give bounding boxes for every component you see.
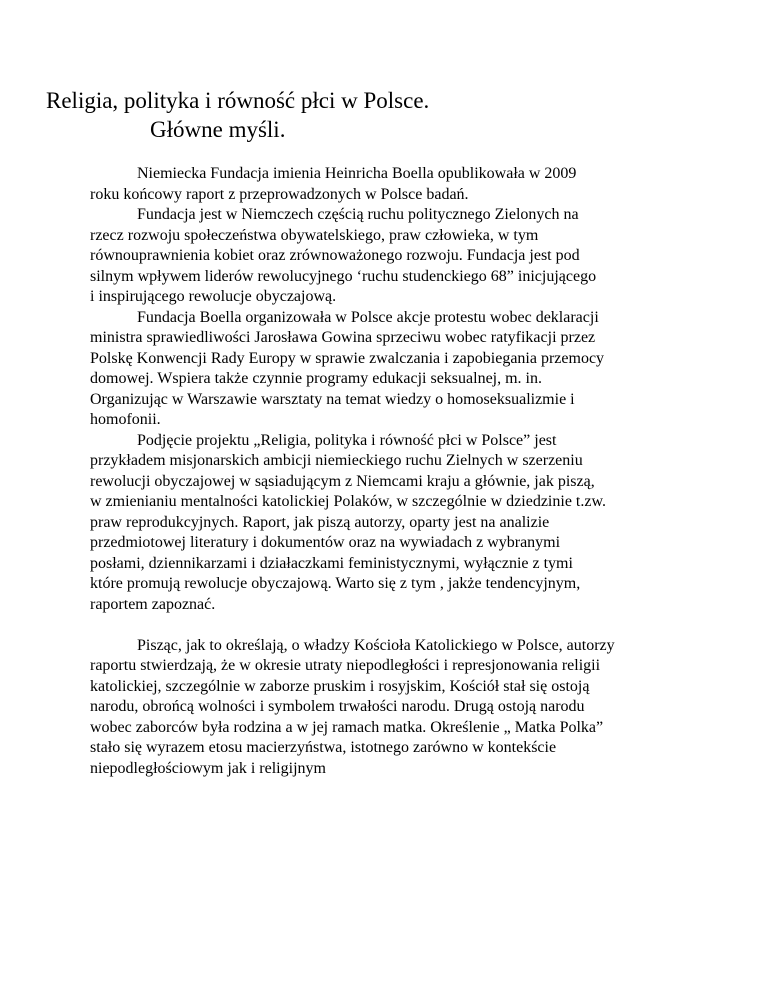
text-line: przedmiotowej literatury i dokumentów oraz na wywiadach z wybranymi (90, 534, 561, 551)
text-line: domowej. Wspiera także czynnie programy edukacji seksualnej, m. in. (90, 370, 542, 387)
text-line: i inspirującego rewolucje obyczajową. (90, 288, 337, 305)
document-title: Religia, polityka i równość płci w Polsce. (46, 88, 430, 113)
text-line: narodu, obrońcą wolności i symbolem trwałości narodu. Drugą ostoją narodu (90, 698, 585, 715)
text-line: Niemiecka Fundacja imienia Heinricha Boella opublikowała w 2009 (137, 165, 577, 182)
text-line: przykładem misjonarskich ambicji niemieckiego ruchu Zielnych w szerzeniu (90, 452, 583, 469)
text-line: Pisząc, jak to określają, o władzy Kościoła Katolickiego w Polsce, autorzy (137, 636, 615, 654)
text-line: równouprawnienia kobiet oraz zrównoważonego rozwoju. Fundacja jest pod (90, 247, 580, 264)
text-line: Organizując w Warszawie warsztaty na temat wiedzy o homoseksualizmie i (90, 390, 575, 408)
text-line: rzecz rozwoju społeczeństwa obywatelskiego, praw człowieka, w tym (90, 226, 539, 244)
paragraph (90, 164, 690, 205)
paragraph (90, 431, 690, 616)
text-line: Fundacja jest w Niemczech częścią ruchu politycznego Zielonych na (137, 206, 579, 223)
paragraph (90, 636, 690, 780)
text-line: wobec zaborców była rodzina a w jej ramach matka. Określenie „ Matka Polka” (90, 718, 604, 736)
text-line: posłami, dziennikarzami i działaczkami feministycznymi, wyłącznie z tymi (90, 554, 573, 572)
text-line: roku końcowy raport z przeprowadzonych w Polsce badań. (90, 185, 469, 203)
text-line: Fundacja Boella organizowała w Polsce akcje protestu wobec deklaracji (137, 308, 599, 326)
text-line: silnym wpływem liderów rewolucyjnego ‘ruchu studenckiego 68” inicjującego (90, 267, 597, 285)
text-line: praw reprodukcyjnych. Raport, jak piszą autorzy, oparty jest na analizie (90, 513, 550, 531)
document-body (90, 164, 690, 779)
text-line: niepodległościowym jak i religijnym (90, 759, 326, 777)
text-line: raportem zapoznać. (90, 595, 216, 613)
paragraph (90, 308, 690, 431)
text-line: ministra sprawiedliwości Jarosława Gowina sprzeciwu wobec ratyfikacji przez (90, 329, 596, 346)
text-line: które promują rewolucje obyczajową. Warto się z tym , jakże tendencyjnym, (90, 575, 581, 592)
paragraph-gap (90, 615, 690, 636)
text-line: katolickiej, szczególnie w zaborze pruskim i rosyjskim, Kościół stał się ostoją (90, 677, 590, 695)
text-line: raportu stwierdzają, że w okresie utraty niepodległości i represjonowania religii (90, 657, 601, 674)
text-line: Podjęcie projektu „Religia, polityka i równość płci w Polsce” jest (137, 431, 557, 449)
paragraph (90, 205, 690, 308)
text-line: rewolucji obyczajowej w sąsiadującym z Niemcami kraju a głównie, jak piszą, (90, 472, 595, 490)
document-subtitle: Główne myśli. (150, 117, 286, 142)
text-line: homofonii. (90, 411, 161, 428)
text-line: stało się wyrazem etosu macierzyństwa, istotnego zarówno w kontekście (90, 739, 557, 756)
text-line: Polskę Konwencji Rady Europy w sprawie zwalczania i zapobiegania przemocy (90, 349, 605, 367)
text-line: w zmienianiu mentalności katolickiej Polaków, w szczególnie w dziedzinie t.zw. (90, 493, 606, 510)
